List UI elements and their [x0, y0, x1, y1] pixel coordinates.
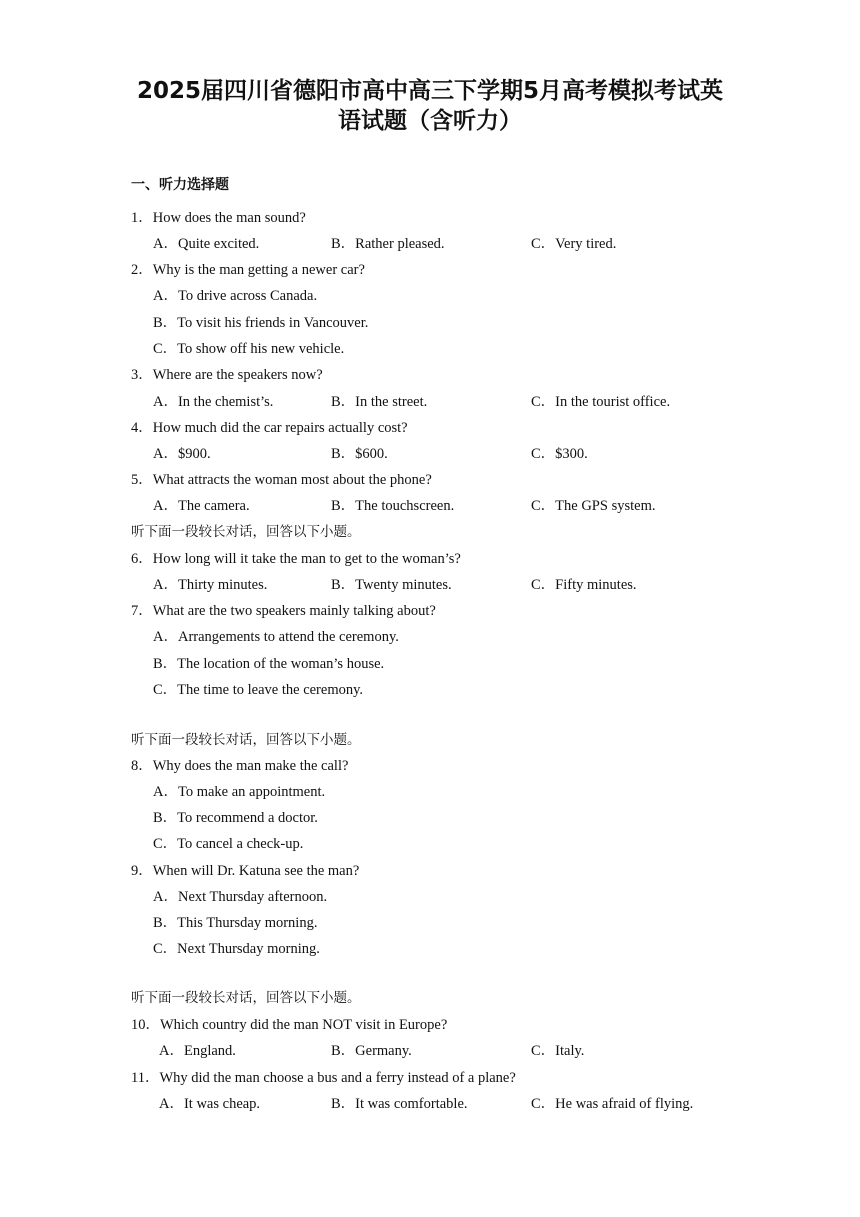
question-7: 7．What are the two speakers mainly talking about?	[131, 603, 436, 619]
question-4: 4．How much did the car repairs actually cost?	[131, 420, 408, 436]
question-8: 8．Why does the man make the call?	[131, 758, 349, 774]
option-9a: A．Next Thursday afternoon.	[153, 889, 328, 905]
option-11c: C．He was afraid of flying.	[531, 1096, 694, 1112]
instruction-1: 听下面一段较长对话，回答以下小题。	[131, 524, 361, 540]
option-11b: B．It was comfortable.	[331, 1096, 468, 1112]
option-2c: C．To show off his new vehicle.	[153, 341, 345, 357]
option-9b: B．This Thursday morning.	[153, 915, 318, 931]
document-title-line-2: 语试题（含听力）	[338, 108, 522, 134]
option-1b: B．Rather pleased.	[331, 236, 445, 252]
question-10: 10．Which country did the man NOT visit in Europe?	[131, 1017, 448, 1033]
option-7b: B．The location of the woman’s house.	[153, 656, 385, 672]
option-5a: A．The camera.	[153, 498, 250, 514]
option-2a: A．To drive across Canada.	[153, 288, 318, 304]
option-3a: A．In the chemist’s.	[153, 394, 274, 410]
question-2: 2．Why is the man getting a newer car?	[131, 262, 365, 278]
question-3: 3．Where are the speakers now?	[131, 367, 323, 383]
option-9c: C．Next Thursday morning.	[153, 941, 320, 957]
option-10b: B．Germany.	[331, 1043, 412, 1059]
question-11: 11．Why did the man choose a bus and a ferry instead of a plane?	[131, 1070, 516, 1086]
option-1a: A．Quite excited.	[153, 236, 260, 252]
option-5c: C．The GPS system.	[531, 498, 656, 514]
question-1: 1．How does the man sound?	[131, 210, 306, 226]
option-10a: A．England.	[159, 1043, 236, 1059]
option-11a: A．It was cheap.	[159, 1096, 261, 1112]
option-6c: C．Fifty minutes.	[531, 577, 637, 593]
option-7c: C．The time to leave the ceremony.	[153, 682, 364, 698]
option-8c: C．To cancel a check-up.	[153, 836, 304, 852]
option-4c: C．$300.	[531, 446, 588, 462]
option-6a: A．Thirty minutes.	[153, 577, 268, 593]
option-4a: A．$900.	[153, 446, 211, 462]
option-1c: C．Very tired.	[531, 236, 617, 252]
question-9: 9．When will Dr. Katuna see the man?	[131, 863, 360, 879]
question-5: 5．What attracts the woman most about the phone?	[131, 472, 432, 488]
instruction-3: 听下面一段较长对话，回答以下小题。	[131, 990, 361, 1006]
option-7a: A．Arrangements to attend the ceremony.	[153, 629, 399, 645]
option-8b: B．To recommend a doctor.	[153, 810, 318, 826]
option-4b: B．$600.	[331, 446, 388, 462]
option-8a: A．To make an appointment.	[153, 784, 326, 800]
option-3c: C．In the tourist office.	[531, 394, 671, 410]
option-2b: B．To visit his friends in Vancouver.	[153, 315, 369, 331]
option-3b: B．In the street.	[331, 394, 428, 410]
question-6: 6．How long will it take the man to get to the woman’s?	[131, 551, 461, 567]
option-5b: B．The touchscreen.	[331, 498, 455, 514]
option-6b: B．Twenty minutes.	[331, 577, 452, 593]
option-10c: C．Italy.	[531, 1043, 585, 1059]
instruction-2: 听下面一段较长对话，回答以下小题。	[131, 732, 361, 748]
section-title: 一、听力选择题	[131, 177, 229, 193]
document-title-line-1: 2025届四川省德阳市高中高三下学期5月高考模拟考试英	[136, 78, 724, 104]
